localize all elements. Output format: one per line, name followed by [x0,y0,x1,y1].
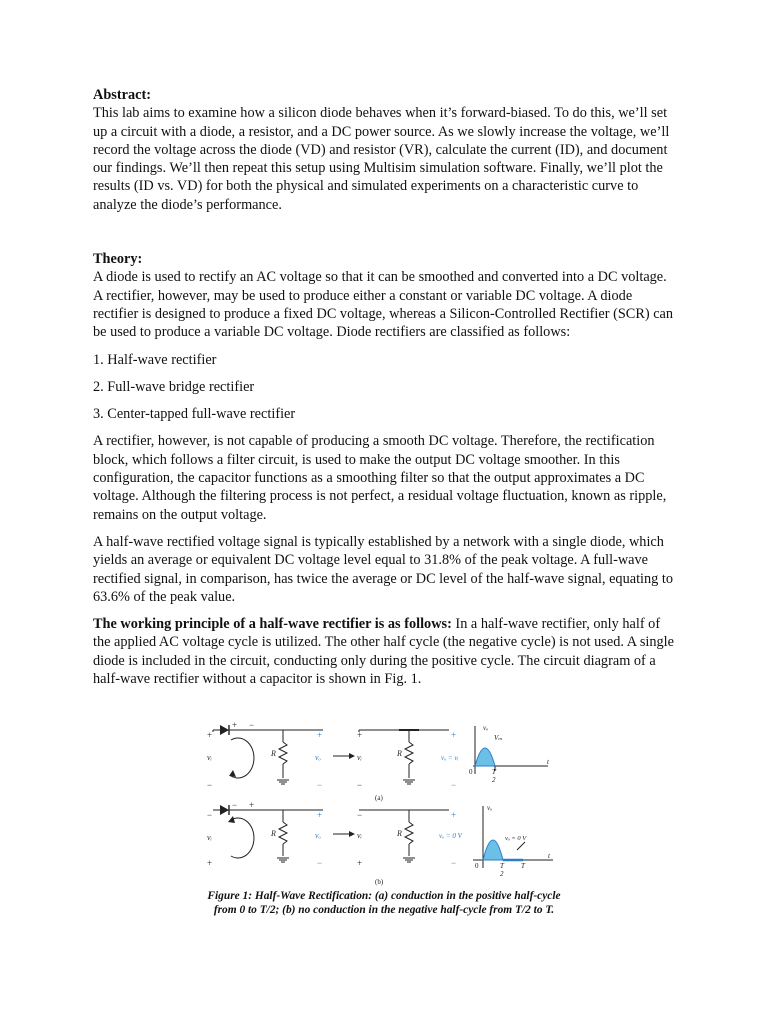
svg-text:−: − [249,720,255,730]
svg-text:+: + [207,858,213,868]
theory-paragraph-average: A half-wave rectified voltage signal is typically established by a network with a single diode, which yields an average or equivalent DC voltage level equal to 31.8% of the peak voltage. A full-wave rectified signal, in comparison, has twice the average or DC level of the half-wave signal, equating to 63.6% of the peak value. [93,533,674,605]
circuit-diagram [203,716,565,886]
svg-text:+: + [451,810,457,820]
svg-text:+: + [232,720,238,730]
svg-text:−: − [317,780,323,790]
svg-text:vₒ: vₒ [315,753,321,762]
theory-paragraph-ripple: A rectifier, however, is not capable of producing a smooth DC voltage. Therefore, the rectification block, which follows a filter circuit, is used to make the output DC voltage smoother. In this configuration, the capacitor functions as a smoothing filter so that the output approximates a DC voltage. Although the filtering process is not perfect, a residual voltage fluctuation, known as ripple, remains on the output voltage. [93,433,667,523]
diode-icon [220,725,229,735]
figure-labels [207,720,551,886]
svg-text:R: R [397,749,402,758]
list-item-center-tapped: 3. Center-tapped full-wave rectifier [93,406,296,423]
svg-text:vₒ: vₒ [483,724,489,732]
svg-text:vₒ: vₒ [487,804,493,812]
theory-intro: A diode is used to rectify an AC voltage so that it can be smoothed and converted into a DC voltage. A rectifier, however, may be used to produce either a constant or variable DC voltage. A diode rectifier is designed to produce a fixed DC voltage, whereas a Silicon-Controlled Rectifier (SCR) can be used to produce a variable DC voltage. Diode rectifiers are classified as follows: [93,269,674,341]
figure-caption-line-2: from 0 to T/2; (b) no conduction in the negative half-cycle from T/2 to T. [213,903,555,916]
svg-text:R: R [397,829,402,838]
svg-text:−: − [357,780,363,790]
svg-text:Vₘ: Vₘ [494,734,503,742]
list-item-full-wave-bridge: 2. Full-wave bridge rectifier [93,378,255,395]
svg-text:−: − [451,780,457,790]
figure-caption-line-1: Figure 1: Half-Wave Rectification: (a) conduction in the positive half-cycle [207,890,561,902]
svg-text:+: + [207,730,213,740]
working-principle-text: In a half-wave rectifier, only half of the applied AC voltage cycle is utilized. The other half cycle (the negative cycle) is not used. A single diode is included in the circuit, conducting only during the positive cycle. The circuit diagram of a half-wave rectifier without a capacitor is shown in Fig. 1. [93,616,674,688]
svg-text:vᵢ: vᵢ [207,753,212,762]
figure-output-labels [315,730,463,868]
svg-text:vᵢ: vᵢ [357,831,362,840]
arrow-right-icon [349,753,355,759]
svg-text:vₒ = 0 V: vₒ = 0 V [505,835,527,842]
svg-text:−: − [207,780,213,790]
svg-text:2: 2 [492,776,496,784]
svg-text:+: + [317,730,323,740]
svg-text:T: T [500,862,504,870]
svg-text:+: + [357,858,363,868]
svg-text:−: − [451,858,457,868]
svg-text:T: T [492,768,496,776]
svg-text:−: − [357,810,363,820]
theory-paragraph-working-principle [93,615,679,688]
svg-text:vₒ = vᵢ: vₒ = vᵢ [441,754,459,762]
svg-text:vᵢ: vᵢ [357,753,362,762]
svg-text:+: + [451,730,457,740]
svg-text:t: t [547,758,549,766]
svg-text:−: − [207,810,213,820]
svg-text:−: − [317,858,323,868]
diode-icon [220,805,229,815]
svg-text:+: + [357,730,363,740]
half-wave-rectifier-figure [203,716,565,886]
half-wave-pulse-b [483,840,503,860]
svg-text:(b): (b) [375,878,384,886]
figure-caption [150,890,618,917]
abstract-body: This lab aims to examine how a silicon diode behaves when it’s forward-biased. To do this, we’ll set up a circuit with a diode, a resistor, and a DC power source. As we slowly increase the voltage, we’ll record the voltage across the diode (VD) and resistor (VR), calculate the current (ID), and document our findings. We’ll then repeat this setup using Multisim simulation software. Finally, we’ll plot the results (ID vs. VD) for both the physical and simulated experiments on a characteristic curve to analyze the diode’s performance. [93,105,670,213]
arrow-right-icon [349,831,355,837]
theory-heading: Theory: [93,251,143,268]
svg-text:−: − [232,800,238,810]
svg-text:0: 0 [475,862,479,870]
list-item-half-wave: 1. Half-wave rectifier [93,351,217,368]
svg-text:+: + [317,810,323,820]
svg-text:R: R [271,829,276,838]
svg-text:t: t [548,852,550,860]
svg-text:vₒ: vₒ [315,831,321,840]
svg-text:T: T [521,862,525,870]
document-body [93,86,679,688]
svg-text:vₒ = 0 V: vₒ = 0 V [439,832,462,840]
working-principle-lead: The working principle of a half-wave rectifier is as follows: [93,616,452,633]
svg-text:(a): (a) [375,794,383,802]
half-wave-pulse-a [475,748,495,766]
svg-text:+: + [249,800,255,810]
svg-text:vᵢ: vᵢ [207,833,212,842]
svg-text:R: R [271,749,276,758]
abstract-heading: Abstract: [93,87,151,103]
svg-text:0: 0 [469,768,473,776]
svg-text:2: 2 [500,870,504,878]
